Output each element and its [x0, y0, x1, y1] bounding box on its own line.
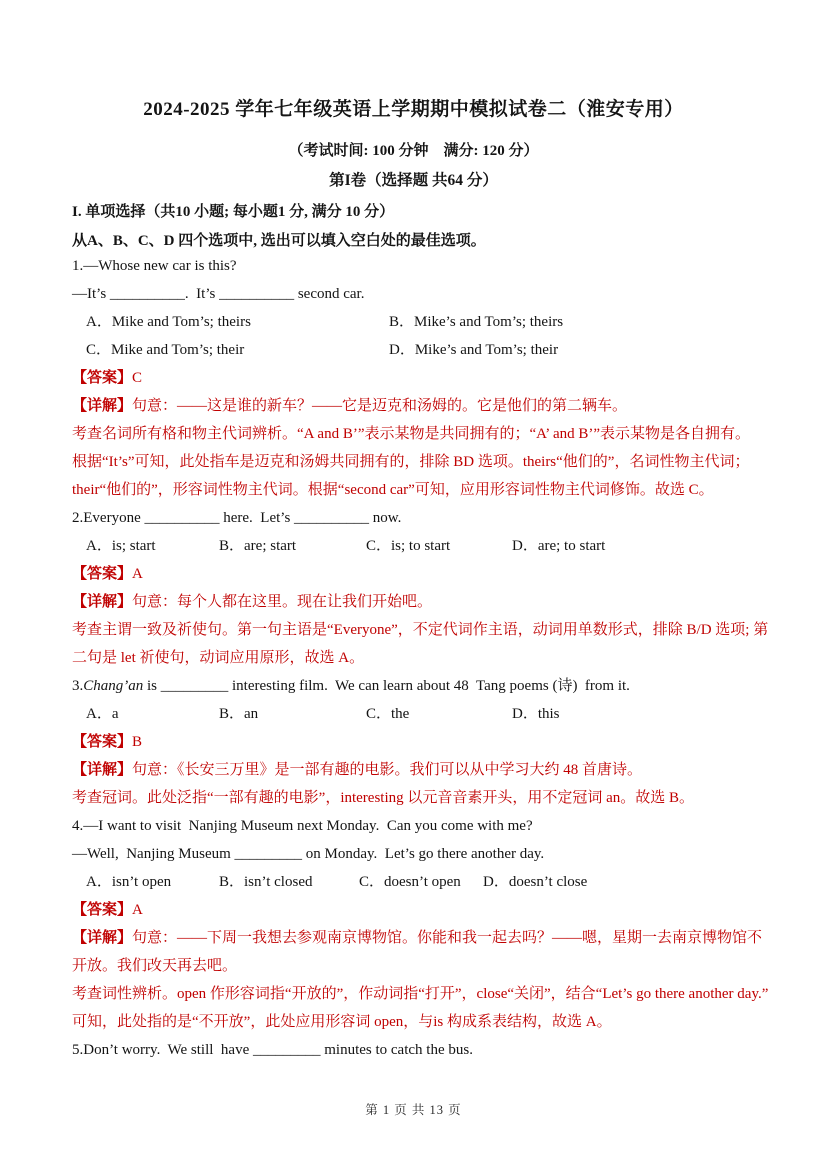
- exam-info: （考试时间: 100 分钟 满分: 120 分）: [288, 143, 539, 159]
- question-4-answer-line: [72, 896, 755, 924]
- question-2-option-c: C．is; to start: [366, 538, 451, 554]
- question-2-explanation-line-2: 考查主谓一致及祈使句。第一句主语是“Everyone”，不定代词作主语，动词用单数形式，排除 B/D 选项; 第: [72, 622, 769, 638]
- question-1-options-row-2: [72, 336, 755, 364]
- question-4-option-a: A．isn’t open: [86, 874, 172, 890]
- question-1-stem-line-2: —It’s __________. It’s __________ second car.: [72, 286, 365, 302]
- explanation-text: 句意：每个人都在这里。现在让我们开始吧。: [132, 594, 433, 610]
- question-1-answer-line: [72, 364, 755, 392]
- stem-prefix: 3.: [72, 678, 84, 694]
- answer-value: A: [132, 566, 143, 582]
- explanation-text: 句意：——这是谁的新车？——它是迈克和汤姆的。它是他们的第二辆车。: [132, 398, 628, 414]
- answer-value: B: [132, 734, 143, 750]
- explanation-text: 句意：——下周一我想去参观南京博物馆。你能和我一起去吗？——嗯，星期一去南京博物馆不: [132, 930, 763, 946]
- detail-label: 【详解】: [72, 398, 133, 414]
- question-3-explanation-line-2: 考查冠词。此处泛指“一部有趣的电影”，interesting 以元音音素开头，用不定冠词 an。故选 B。: [72, 790, 695, 806]
- question-2-stem-line-1: 2.Everyone __________ here. Let’s __________ now.: [72, 510, 402, 526]
- question-3: [72, 672, 755, 812]
- detail-label: 【详解】: [72, 930, 133, 946]
- answer-label: 【答案】: [72, 566, 133, 582]
- question-4: [72, 812, 769, 1036]
- question-1-explanation-line-3: 根据“It’s”可知，此处指车是迈克和汤姆共同拥有的，排除 BD 选项。theirs“他们的”，名词性物主代词；: [72, 454, 750, 470]
- question-1-option-d: D．Mike’s and Tom’s; their: [389, 342, 559, 358]
- question-4-option-b: B．isn’t closed: [219, 874, 313, 890]
- question-2-option-a: A．is; start: [86, 538, 156, 554]
- question-3-option-a: A．a: [86, 706, 119, 722]
- question-4-stem-line-1: 4.—I want to visit Nanjing Museum next Monday. Can you come with me?: [72, 818, 533, 834]
- question-4-options-row: [72, 868, 755, 896]
- question-2-options-row: [72, 532, 755, 560]
- question-1-option-c: C．Mike and Tom’s; their: [86, 342, 245, 358]
- part-header: I. 单项选择（共10 小题; 每小题1 分, 满分 10 分）: [72, 204, 395, 220]
- detail-label: 【详解】: [72, 594, 133, 610]
- question-3-answer-line: [72, 728, 755, 756]
- answer-value: A: [132, 902, 143, 918]
- question-1-explanation-line-4: their“他们的”，形容词性物主代词。根据“second car”可知，应用形容词性物主代词修饰。故选 C。: [72, 482, 714, 498]
- question-2-option-d: D．are; to start: [512, 538, 606, 554]
- detail-label: 【详解】: [72, 762, 133, 778]
- question-5-stem-line-1: 5.Don’t worry. We still have _________ minutes to catch the bus.: [72, 1042, 473, 1058]
- answer-value: C: [132, 370, 143, 386]
- question-1-explanation-line-2: 考查名词所有格和物主代词辨析。“A and B’”表示某物是共同拥有的；“A’ and B’”表示某物是各自拥有。: [72, 426, 751, 442]
- question-1-stem-line-1: 1.—Whose new car is this?: [72, 258, 237, 274]
- question-3-options-row: [72, 700, 755, 728]
- question-4-explanation-line-4: 可知，此处指的是“不开放”，此处应用形容词 open，与is 构成系表结构，故选 A。: [72, 1014, 612, 1030]
- question-1-option-b: B．Mike’s and Tom’s; theirs: [389, 314, 564, 330]
- question-4-explanation-line-1: [72, 924, 763, 952]
- question-4-explanation-line-3: 考查词性辨析。open 作形容词指“开放的”，作动词指“打开”，close“关闭”，结合“Let’s go there another day.”: [72, 986, 769, 1002]
- answer-label: 【答案】: [72, 902, 133, 918]
- film-title: Chang’an: [83, 678, 144, 694]
- question-3-option-b: B．an: [219, 706, 259, 722]
- question-2-option-b: B．are; start: [219, 538, 297, 554]
- question-5: [72, 1036, 755, 1064]
- question-2: [72, 504, 769, 672]
- page-footer: 第 1 页 共 13 页: [365, 1103, 462, 1117]
- answer-label: 【答案】: [72, 370, 133, 386]
- question-1: [72, 252, 755, 504]
- question-4-option-d: D．doesn’t close: [483, 874, 588, 890]
- question-3-option-d: D．this: [512, 706, 560, 722]
- question-3-stem-line-1: [72, 672, 755, 700]
- question-3-option-c: C．the: [366, 706, 410, 722]
- section-header: 第I卷（选择题 共64 分）: [329, 172, 498, 189]
- explanation-text: 句意：《长安三万里》是一部有趣的电影。我们可以从中学习大约 48 首唐诗。: [132, 762, 643, 778]
- question-2-explanation-line-1: [72, 588, 755, 616]
- instruction: 从A、B、C、D 四个选项中, 选出可以填入空白处的最佳选项。: [72, 233, 486, 249]
- stem-rest: is _________ interesting film. We can learn about 48 Tang poems (诗) from it.: [143, 678, 630, 694]
- page-title: 2024-2025 学年七年级英语上学期期中模拟试卷二（淮安专用）: [143, 99, 684, 120]
- question-2-answer-line: [72, 560, 755, 588]
- question-1-explanation-line-1: [72, 392, 755, 420]
- question-4-explanation-line-2: 开放。我们改天再去吧。: [72, 958, 238, 974]
- question-4-option-c: C．doesn’t open: [359, 874, 461, 890]
- question-4-stem-line-2: —Well, Nanjing Museum _________ on Monday. Let’s go there another day.: [72, 846, 545, 862]
- question-3-explanation-line-1: [72, 756, 755, 784]
- question-1-options-row-1: [72, 308, 755, 336]
- answer-label: 【答案】: [72, 734, 133, 750]
- question-1-option-a: A．Mike and Tom’s; theirs: [86, 314, 251, 330]
- question-2-explanation-line-3: 二句是 let 祈使句，动词应用原形，故选 A。: [72, 650, 365, 666]
